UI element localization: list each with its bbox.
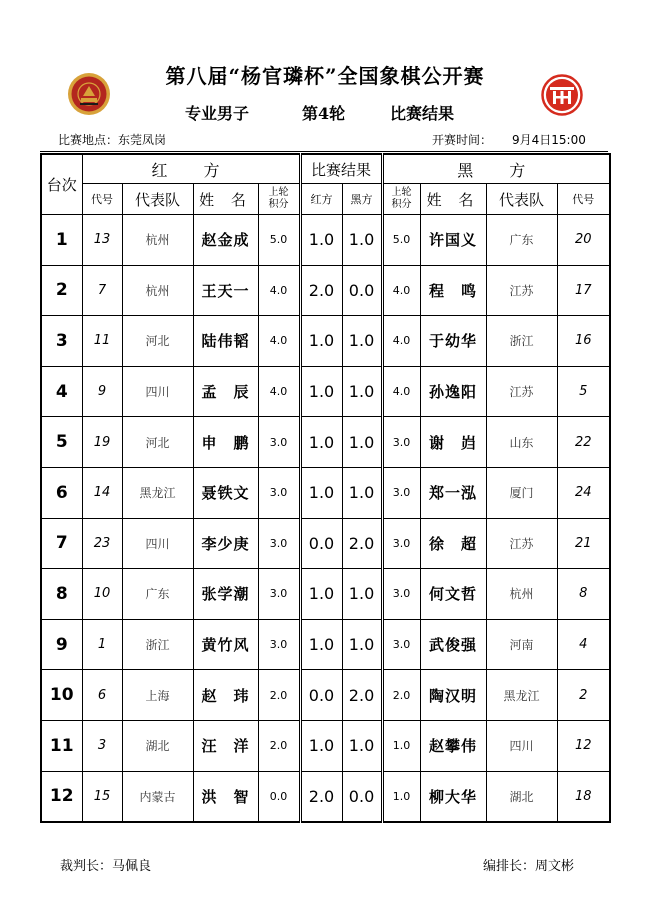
black-score: 1.0 [342, 619, 382, 670]
red-player-code: 10 [82, 569, 122, 620]
black-prev-points: 3.0 [382, 417, 420, 468]
black-player-code: 24 [557, 467, 610, 518]
table-row [41, 670, 610, 721]
black-player-name: 陶汉明 [420, 670, 486, 721]
red-team: 湖北 [122, 720, 193, 771]
black-prev-points: 4.0 [382, 366, 420, 417]
red-prev-points: 3.0 [258, 467, 300, 518]
prev-points-label-2: 积分 [268, 199, 289, 210]
red-result-header: 红方 [300, 184, 342, 215]
black-team-header: 代表队 [486, 184, 557, 215]
red-player-name: 陆伟韬 [193, 316, 258, 367]
black-prev-points: 5.0 [382, 215, 420, 266]
table-row [41, 467, 610, 518]
board-number: 7 [41, 518, 82, 569]
black-player-name: 孙逸阳 [420, 366, 486, 417]
black-code-header: 代号 [557, 184, 610, 215]
black-prev-points: 4.0 [382, 316, 420, 367]
black-prev-points: 2.0 [382, 670, 420, 721]
red-player-name: 赵 玮 [193, 670, 258, 721]
black-team: 浙江 [486, 316, 557, 367]
red-prev-points: 3.0 [258, 619, 300, 670]
red-player-name: 孟 辰 [193, 366, 258, 417]
red-name-header: 姓 名 [193, 184, 258, 215]
black-prev-points: 3.0 [382, 518, 420, 569]
red-player-code: 13 [82, 215, 122, 266]
black-score: 0.0 [342, 265, 382, 316]
red-score: 2.0 [300, 265, 342, 316]
black-player-code: 2 [557, 670, 610, 721]
red-prev-points: 3.0 [258, 569, 300, 620]
red-prev-points: 2.0 [258, 720, 300, 771]
red-team: 上海 [122, 670, 193, 721]
red-score: 1.0 [300, 467, 342, 518]
black-prev-points: 1.0 [382, 720, 420, 771]
red-player-name: 汪 洋 [193, 720, 258, 771]
board-header: 台次 [41, 154, 82, 215]
black-player-name: 何文哲 [420, 569, 486, 620]
prev-points-label-2: 积分 [391, 199, 412, 210]
black-player-name: 程 鸣 [420, 265, 486, 316]
red-score: 1.0 [300, 619, 342, 670]
black-player-code: 18 [557, 771, 610, 822]
red-side-header: 红 方 [82, 154, 300, 184]
red-player-code: 15 [82, 771, 122, 822]
prev-points-label-1: 上轮 [268, 187, 289, 198]
red-player-code: 7 [82, 265, 122, 316]
red-team: 内蒙古 [122, 771, 193, 822]
page-title: 第八届“杨官璘杯”全国象棋公开赛 [165, 64, 485, 88]
red-player-name: 王天一 [193, 265, 258, 316]
black-team: 黑龙江 [486, 670, 557, 721]
red-score: 0.0 [300, 670, 342, 721]
table-row [41, 316, 610, 367]
table-row [41, 518, 610, 569]
black-score: 1.0 [342, 720, 382, 771]
black-player-name: 郑一泓 [420, 467, 486, 518]
red-team: 黑龙江 [122, 467, 193, 518]
black-prev-points: 1.0 [382, 771, 420, 822]
table-row [41, 771, 610, 822]
board-number: 10 [41, 670, 82, 721]
red-team: 四川 [122, 366, 193, 417]
red-player-name: 洪 智 [193, 771, 258, 822]
black-team: 厦门 [486, 467, 557, 518]
black-team: 山东 [486, 417, 557, 468]
red-prev-points: 4.0 [258, 316, 300, 367]
table-row [41, 265, 610, 316]
red-player-code: 11 [82, 316, 122, 367]
black-player-name: 赵攀伟 [420, 720, 486, 771]
venue-text: 比赛地点：东莞凤岗 [58, 133, 167, 147]
red-player-name: 张学潮 [193, 569, 258, 620]
red-prev-points: 4.0 [258, 265, 300, 316]
red-prev-points: 5.0 [258, 215, 300, 266]
results-body [41, 215, 610, 823]
black-player-code: 5 [557, 366, 610, 417]
red-player-code: 9 [82, 366, 122, 417]
black-team: 江苏 [486, 265, 557, 316]
red-player-code: 23 [82, 518, 122, 569]
red-score: 1.0 [300, 316, 342, 367]
black-player-code: 16 [557, 316, 610, 367]
category-label: 专业男子 [185, 104, 250, 123]
black-player-code: 22 [557, 417, 610, 468]
black-score: 0.0 [342, 771, 382, 822]
black-player-name: 徐 超 [420, 518, 486, 569]
prev-points-label-1: 上轮 [391, 187, 412, 198]
result-header: 比赛结果 [300, 154, 382, 184]
black-name-header: 姓 名 [420, 184, 486, 215]
red-player-code: 14 [82, 467, 122, 518]
board-number: 3 [41, 316, 82, 367]
black-team: 杭州 [486, 569, 557, 620]
red-player-name: 黄竹风 [193, 619, 258, 670]
board-number: 4 [41, 366, 82, 417]
red-player-code: 1 [82, 619, 122, 670]
black-player-name: 柳大华 [420, 771, 486, 822]
red-prev-points: 2.0 [258, 670, 300, 721]
red-prev-points: 0.0 [258, 771, 300, 822]
table-row [41, 720, 610, 771]
red-score: 1.0 [300, 569, 342, 620]
board-number: 2 [41, 265, 82, 316]
black-side-header: 黑 方 [382, 154, 610, 184]
black-player-code: 12 [557, 720, 610, 771]
red-player-code: 6 [82, 670, 122, 721]
table-row [41, 215, 610, 266]
red-team: 广东 [122, 569, 193, 620]
red-score: 1.0 [300, 720, 342, 771]
black-team: 湖北 [486, 771, 557, 822]
black-prev-points: 3.0 [382, 569, 420, 620]
black-result-header: 黑方 [342, 184, 382, 215]
table-row [41, 417, 610, 468]
red-player-code: 19 [82, 417, 122, 468]
black-prev-points: 3.0 [382, 467, 420, 518]
board-number: 1 [41, 215, 82, 266]
red-score: 2.0 [300, 771, 342, 822]
black-team: 广东 [486, 215, 557, 266]
start-time-label: 开赛时间： [432, 133, 493, 147]
black-prev-points: 4.0 [382, 265, 420, 316]
table-row [41, 569, 610, 620]
black-player-code: 17 [557, 265, 610, 316]
board-number: 12 [41, 771, 82, 822]
black-player-name: 武俊强 [420, 619, 486, 670]
red-team: 杭州 [122, 215, 193, 266]
board-number: 11 [41, 720, 82, 771]
red-player-name: 赵金成 [193, 215, 258, 266]
black-player-code: 8 [557, 569, 610, 620]
red-team: 河北 [122, 316, 193, 367]
table-row [41, 619, 610, 670]
red-team-header: 代表队 [122, 184, 193, 215]
red-prev-points: 4.0 [258, 366, 300, 417]
start-time-value: 9月4日15:00 [512, 133, 586, 147]
red-prev-points-header [258, 184, 300, 215]
black-score: 1.0 [342, 366, 382, 417]
board-number: 6 [41, 467, 82, 518]
board-number: 5 [41, 417, 82, 468]
red-score: 1.0 [300, 366, 342, 417]
red-player-name: 聂铁文 [193, 467, 258, 518]
black-prev-points: 3.0 [382, 619, 420, 670]
black-score: 2.0 [342, 670, 382, 721]
red-team: 四川 [122, 518, 193, 569]
black-team: 四川 [486, 720, 557, 771]
board-number: 8 [41, 569, 82, 620]
black-prev-points-header [382, 184, 420, 215]
red-player-name: 李少庚 [193, 518, 258, 569]
black-score: 1.0 [342, 467, 382, 518]
red-score: 1.0 [300, 417, 342, 468]
black-team: 江苏 [486, 518, 557, 569]
red-score: 1.0 [300, 215, 342, 266]
black-player-code: 20 [557, 215, 610, 266]
red-score: 0.0 [300, 518, 342, 569]
chief-referee: 裁判长：马佩良 [60, 859, 152, 874]
black-team: 河南 [486, 619, 557, 670]
result-heading: 比赛结果 [390, 104, 455, 123]
red-prev-points: 3.0 [258, 518, 300, 569]
red-prev-points: 3.0 [258, 417, 300, 468]
black-score: 2.0 [342, 518, 382, 569]
round-label: 第4轮 [302, 104, 346, 123]
red-code-header: 代号 [82, 184, 122, 215]
black-player-name: 于幼华 [420, 316, 486, 367]
black-player-name: 谢 岿 [420, 417, 486, 468]
black-score: 1.0 [342, 316, 382, 367]
red-player-name: 申 鹏 [193, 417, 258, 468]
red-team: 浙江 [122, 619, 193, 670]
black-player-name: 许国义 [420, 215, 486, 266]
black-score: 1.0 [342, 417, 382, 468]
red-team: 河北 [122, 417, 193, 468]
black-team: 江苏 [486, 366, 557, 417]
red-player-code: 3 [82, 720, 122, 771]
results-table [40, 153, 611, 823]
divider [40, 151, 608, 152]
black-score: 1.0 [342, 215, 382, 266]
red-team: 杭州 [122, 265, 193, 316]
board-number: 9 [41, 619, 82, 670]
black-score: 1.0 [342, 569, 382, 620]
table-row [41, 366, 610, 417]
arranger: 编排长：周文彬 [483, 859, 575, 874]
black-player-code: 4 [557, 619, 610, 670]
black-player-code: 21 [557, 518, 610, 569]
subtitle [0, 101, 650, 123]
